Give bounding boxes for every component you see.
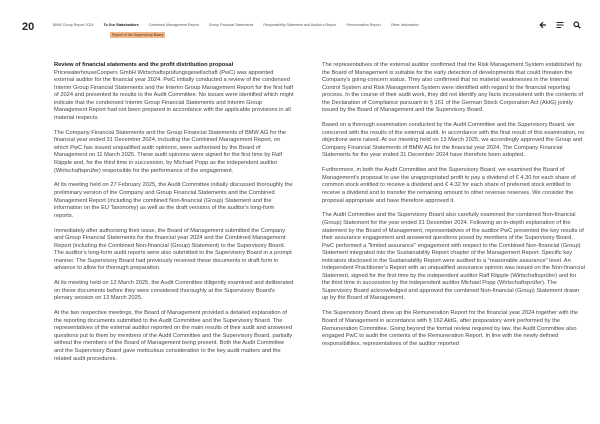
- paragraph: At the two respective meetings, the Board of Management provided a detailed explanation of the reporting documents submitted to the Audit Committee and the Supervisory Board. The representatives of the external auditor reported on the main results of their audit and answered questions put to them by members of the Audit Committee and the Supervisory Board, partially without the members of the Board of Management being present. Both the Audit Committee and the Supervisory Board gave meticulous consideration to the key audit matters and the related audit procedures.: [54, 310, 293, 362]
- search-icon[interactable]: [573, 21, 581, 29]
- nav-link-to-our-stakeholders[interactable]: To Our Stakeholders: [103, 23, 139, 27]
- paragraph: The Audit Committee and the Supervisory Board also carefully examined the combined Non-financial (Group) Statement for the year ended 31 December 2024. Following an in-depth explanation of the statement by the Board of Management, representatives of the auditor PwC presented the key results of their assurance engagement and answered questions posed by members of the Supervisory Board. PwC performed a "limited assurance" engagement with respect to the Combined Non-financial (Group) Statement integrated into the Sustainability Report chapter of the Management Report. Specific key indicators disclosed in the Sustainability Report were audited to a "reasonable assurance" level. An Independent Practitioner's Report with an unqualified assurance opinion was issued on the Non-financial Statement, signed for the first time by the independent auditor Ralf Räpple (Wirtschaftsprüfer) and for the third time in succession by the independent auditor Michael Popp (Wirtschaftsprüfer). The Supervisory Board acknowledged and approved the combined Non-financial (Group) Statement drawn up by the Board of Management.: [322, 212, 585, 302]
- right-text-column: [322, 62, 585, 356]
- nav-link-group-report[interactable]: BMW Group Report 2024: [53, 23, 94, 27]
- back-arrow-icon[interactable]: [539, 21, 547, 29]
- nav-link-other-information[interactable]: Other Information: [390, 23, 419, 27]
- paragraph: At its meeting held on 27 February 2025, the Audit Committee initially discussed thoroughly the preliminary version of the Company and Group Financial Statements and the Combined Management Report (including the combined Non-financial (Group) Statement and the information on the EU Taxonomy) as well as the draft versions of the auditor's long-form reports.: [54, 182, 293, 219]
- paragraph: The representatives of the external auditor confirmed that the Risk Management System established by the Board of Management is suitable for the early detection of developments that could threaten the Company's going-concern status. They also confirmed that no material weaknesses in the Internal Control System and Risk Management System were identified with regard to the financial reporting process. In the course of their audit work, they did not identify any facts inconsistent with the contents of the Declaration of Compliance pursuant to § 161 of the German Stock Corporation Act (AktG) jointly issued by the Board of Management and the Supervisory Board.: [322, 62, 584, 114]
- section-nav: [53, 23, 429, 27]
- nav-link-combined-management-report[interactable]: Combined Management Report: [148, 23, 199, 27]
- paragraph: At its meeting held on 12 March 2025, the Audit Committee diligently examined and deliberated on these documents before they were considered thoroughly at the Supervisory Board's plenary session on 13 March 2025.: [54, 280, 294, 302]
- page-number: 20: [22, 21, 35, 33]
- paragraph: The Company Financial Statements and the Group Financial Statements of BMW AG for the financial year ended 31 December 2024, including the Combined Management Report, on which PwC has issued unqualified audit opinions, were authorised by the Board of Management on 11 March 2025. These audit opinions were signed for the first time by Ralf Räpple and, for the third time in succession, by Michael Popp as the independent auditor (Wirtschaftsprüfer) responsible for the performance of the engagement.: [54, 129, 287, 174]
- left-text-column: [54, 62, 295, 370]
- section-heading: Review of financial statements and the profit distribution proposal: [54, 62, 234, 68]
- paragraph: Based on a thorough examination conducted by the Audit Committee and the Supervisory Board, we concurred with the results of the external audit. In accordance with the final result of this examination, no objections were raised. At our meeting held on 13 March 2025, we accordingly approved the Group and Company Financial Statements of BMW AG for the financial year 2024. The Company Financial Statements for the year ended 31 December 2024 have therefore been adopted.: [322, 122, 585, 159]
- subnav-report-of-supervisory-board[interactable]: Report of the Supervisory Board: [112, 33, 164, 37]
- paragraph: The Supervisory Board drew up the Remuneration Report for the financial year 2024 together with the Board of Management in accordance with § 162 AktG, after preparatory work performed by the Remuneration Committee. Going beyond the formal review required by law, the Audit Committee also engaged PwC to audit the contents of the Remuneration Report. In line with the newly defined responsibilities, representatives of the auditor reported: [322, 310, 579, 347]
- nav-link-remuneration-report[interactable]: Remuneration Report: [346, 23, 381, 27]
- top-navigation-bar: [0, 0, 600, 40]
- paragraph: Immediately after authorising their issue, the Board of Management submitted the Company and Group Financial Statements for the financial year 2024 and the Combined Management Report (including the Combined Non-financial (Group) Statement) to the Supervisory Board. The auditor's long-form audit reports were also submitted to the Supervisory Board in a prompt manner. The Supervisory Board had previously received these documents in draft form in advance to allow for thorough preparation.: [54, 227, 292, 272]
- toolbar-icons: [539, 21, 581, 29]
- paragraph: PricewaterhouseCoopers GmbH Wirtschaftsprüfungsgesellschaft (PwC) was appointed external auditor for the financial year 2024. PwC initially conducted a review of the condensed Interim Group Financial Statements and the Interim Group Management Report for the first half of 2024 and presented its results to the Audit Committee. No issues were identified which might indicate that the condensed Interim Group Financial Statements and Interim Group Management Report had not been prepared in accordance with the applicable provisions in all material respects.: [54, 69, 294, 121]
- paragraph: Furthermore, in both the Audit Committee and the Supervisory Board, we examined the Board of Management's proposal to use the unappropriated profit to pay a dividend of € 4.30 for each share of common stock entitled to receive a dividend and € 4.32 for each share of preferred stock entitled to receive a dividend and to transfer the remaining amount to other revenue reserves. We consider the proposal appropriate and have therefore approved it.: [322, 167, 576, 204]
- menu-icon[interactable]: [556, 21, 564, 29]
- nav-link-group-financial-statements[interactable]: Group Financial Statements: [208, 23, 254, 27]
- nav-link-responsibility-statement[interactable]: Responsibility Statement and Auditor's Report: [263, 23, 337, 27]
